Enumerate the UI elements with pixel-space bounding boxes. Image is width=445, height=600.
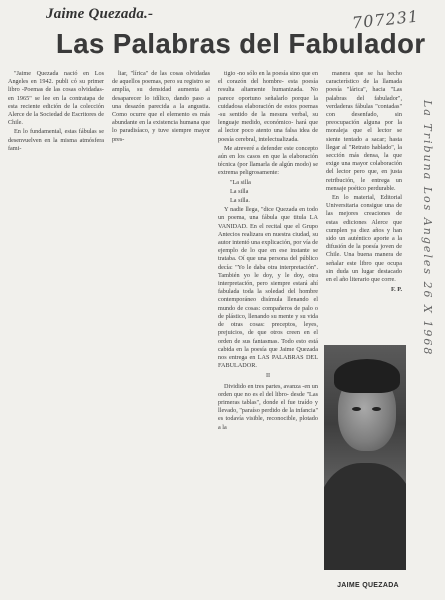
author-photo <box>324 345 406 570</box>
section-number: II <box>265 372 271 380</box>
paragraph: Me atreveré a defender este concepto aún en los casos en que la elaboración técnica (por llamarla de algún modo) se extrema peligrosamente: <box>218 144 318 177</box>
paragraph: En lo material, Editorial Universitaria consigue una de las mejores creaciones de estas ediciones Alerce que cumplen ya diez años y han sido un auténtico aporte a la difusión de la poesía joven de Chile. Una buena manera de señalar este libro que ocupa sin duda un lugar destacado en el año literario que corre. <box>326 194 402 284</box>
paragraph: manera que se ha hecho característico de la llamada poesía "lárica", hacia "Las palabras del fabulador", verdaderas fábulas "contadas" con desenfado, sin preocupación alguna por la moraleja que el lector se siente tentado a sacar; hasta llegar al "Retrato hablado", la sección más densa, la que exige una mayor colaboración del lector pero que, en justa retribución, le entrega un mensaje poético perdurable. <box>326 70 402 192</box>
poem-line: La silla. <box>230 197 250 205</box>
photo-hair <box>334 359 400 393</box>
paragraph: "Jaime Quezada nació en Los Angeles en 1942. publi có su primer libro -Poemas de las cosas olvidadas- en 1965" se lee en la contratapa de esta reciente edición de la colección Alerce de la Sociedad de Escritores de Chile. <box>8 70 104 127</box>
text-column-1 <box>8 70 104 210</box>
author-byline: Jaime Quezada.- <box>46 6 154 22</box>
article-headline: Las Palabras del Fabulador <box>56 28 426 59</box>
paragraph: Dividido en tres partes, avanza -en un orden que no es el del libro- desde "Las primeras tablas", donde el fue traído y llevado, "paraíso perdido de la infancia" es todavía visible, reconocible, plotado a la <box>218 382 318 431</box>
handwritten-source-note: La Tribuna Los Angeles 26 X 1968 <box>421 100 434 357</box>
paragraph: En lo fundamental, estas fábulas se desenvuelven en la misma atmósfera fami- <box>8 128 104 152</box>
paragraph: tigio -no sólo en la poesía sino que en el corazón del hombre- esta poesía resulta altamente humanizada. No parece oportuno señalarlo porque la cuidadosa elaboración de estos poemas -su sentido de la mesura verbal, su lenguaje medido, económico- hará que al lector poco atento una falsa idea de poesía cerebral, intelectualizada. <box>218 70 318 143</box>
handwritten-archive-number: 707231 <box>351 6 420 33</box>
photo-caption: JAIME QUEZADA <box>337 582 399 589</box>
photo-eye <box>352 407 361 411</box>
poem-line: La silla <box>230 187 249 195</box>
paragraph: Y nadie llega, "dice Quezada en todo un poema, una fábula que titula LA VANIDAD. En el recital que el Grupo Antecios realizara en nuestra ciudad, su autor intentó una explicación, por vía de ejemplo de lo que en ese instante se trataba. Oí que una persona del público decía: "Yo le daba otra interpretación". También yo le doy, y le doy, otra interpretación, pero siempre estará ahí fabulada toda la soledad del hombre contemporáneo disímula llenando el mundo de cosas: compañeros de palo o de plástico, llenando su mente y su vida de otras cosas: preceptos, leyes, prejuicios, de que otros creen en el orden de sus fantasmas. Todo esto está cabida en la poesía que Jaime Quezada nos entrega en LAS PALABRAS DEL FABULADOR. <box>218 206 318 370</box>
text-column-3 <box>218 70 318 590</box>
photo-shoulders <box>324 463 406 570</box>
signature-initials: F. P. <box>390 286 402 294</box>
photo-eye <box>372 407 381 411</box>
poem-line: "La silla <box>230 178 251 186</box>
paragraph: liar, "lírica" de las cosas olvidadas de aquellos poemas, pero su registro se amplía, su densidad aumenta al desaparecer lo idílico, dando paso a una desazón parecida a la angustia. Como ocurre que el elemento es más abundante en la existencia humana que lo paradisíaco, y tuve siempre mayor pres- <box>112 70 210 143</box>
text-column-4 <box>326 70 402 360</box>
text-column-2 <box>112 70 210 182</box>
